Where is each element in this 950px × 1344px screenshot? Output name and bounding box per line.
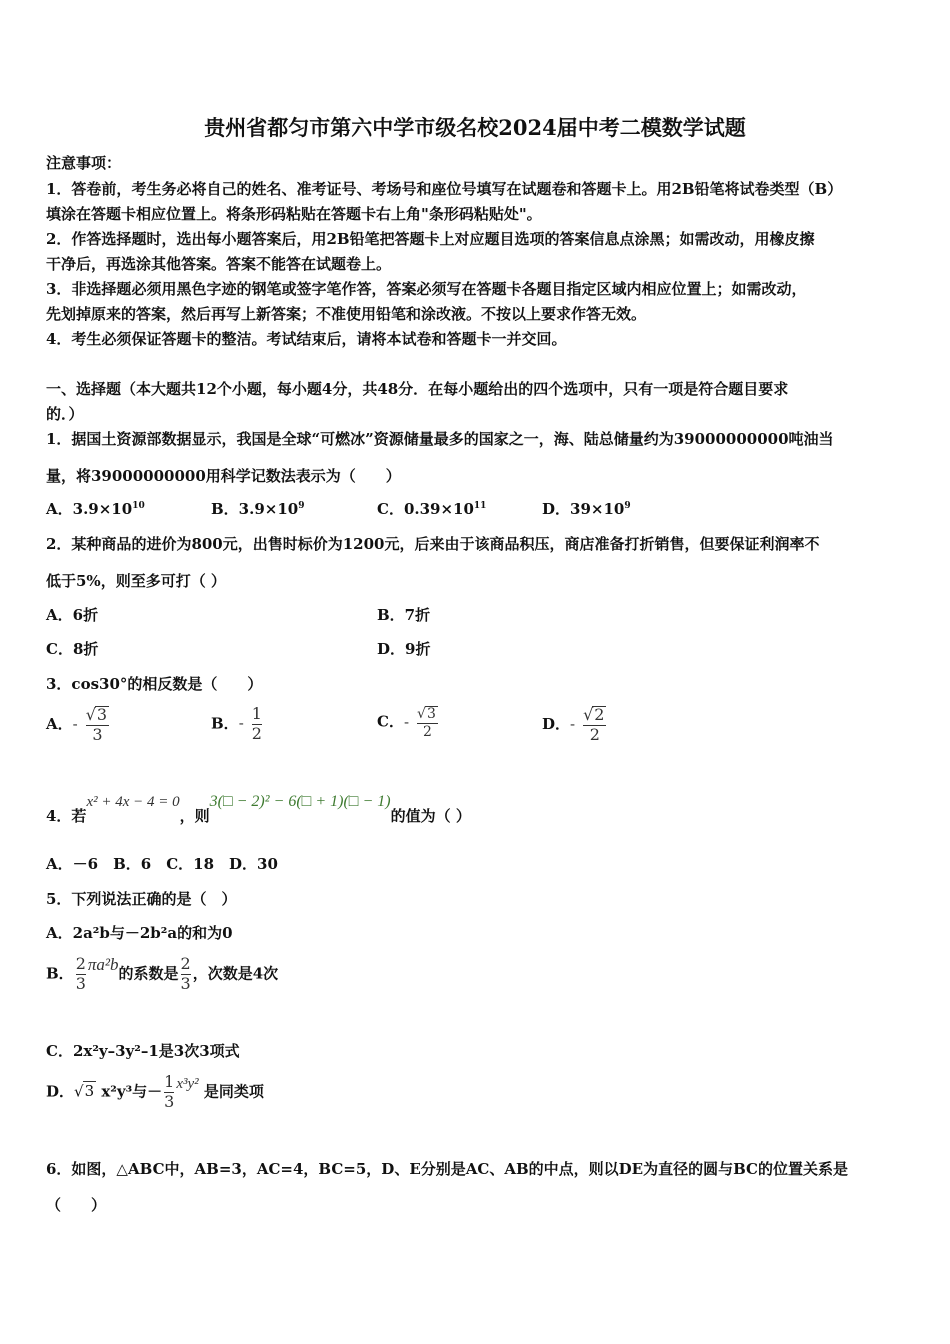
q1-option-a[interactable]: A．$3.9\times 10^{10}$	[46, 500, 145, 518]
q4-expression: 3(□ − 2)² − 6(□ + 1)(□ − 1)	[209, 793, 391, 810]
q1-stem: 1．据国土资源部数据显示，我国是全球“可燃冰”资源储量最多的国家之一，海、陆总储量约为39000000000吨油当	[46, 430, 834, 448]
q4-equation: x² + 4x − 4 = 0	[86, 794, 180, 810]
q2-option-d[interactable]: D．9折	[377, 640, 431, 658]
q2-option-b[interactable]: B．7折	[377, 606, 431, 624]
q6-stem: 6．如图，△ABC中，AB=3，AC=4，BC=5，D、E分别是AC、AB的中点，则以DE为直径的圆与BC的位置关系是	[46, 1160, 848, 1178]
q1-option-d[interactable]: D．$39\times 10^9$	[542, 500, 631, 518]
q3-option-c[interactable]: C．- $\frac{√3}{2}$	[377, 706, 436, 740]
q3-option-d[interactable]: D．- $\frac{√2}{2}$	[542, 705, 605, 744]
q5-option-a[interactable]: A．2a²b与－2b²a的和为0	[46, 924, 233, 942]
notice-line: 4．考生必须保证答题卡的整洁。考试结束后，请将本试卷和答题卡一并交回。	[46, 330, 567, 348]
q5-option-c[interactable]: C．2x²y–3y²–1是3次3项式	[46, 1042, 240, 1060]
notice-line: 干净后，再选涂其他答案。答案不能答在试题卷上。	[46, 255, 392, 273]
q2-stem-cont: 低于5%，则至多可打（ ）	[46, 572, 226, 590]
notice-line: 2．作答选择题时，选出每小题答案后，用2B铅笔把答题卡上对应题目选项的答案信息点涂黑；如需改动，用橡皮擦	[46, 230, 815, 248]
q2-stem: 2．某种商品的进价为800元，出售时标价为1200元，后来由于该商品积压，商店准备打折销售，但要保证利润率不	[46, 535, 820, 553]
notice-line: 先划掉原来的答案，然后再写上新答案；不准使用铅笔和涂改液。不按以上要求作答无效。	[46, 305, 647, 323]
q5-stem: 5．下列说法正确的是（ ）	[46, 890, 237, 908]
q5-option-d[interactable]: D．√3 x²y³与－ $\frac{1}{3}$ x³y² 是同类项	[46, 1072, 264, 1111]
q1-option-b[interactable]: B．$3.9\times 10^9$	[211, 500, 305, 518]
q4-options[interactable]: A．－6 B．6 C．18 D．30	[46, 855, 278, 873]
notice-heading: 注意事项：	[46, 154, 122, 172]
section-heading-cont: 的．）	[46, 405, 84, 423]
q3-option-a[interactable]: A．- $\frac{√3}{3}$	[46, 705, 108, 744]
notice-line: 1．答卷前，考生务必将自己的姓名、准考证号、考场号和座位号填写在试题卷和答题卡上。用2B铅笔将试卷类型（B）	[46, 180, 843, 198]
q2-option-c[interactable]: C．8折	[46, 640, 99, 658]
page-title: 贵州省都匀市第六中学市级名校2024届中考二模数学试题	[204, 115, 746, 140]
q1-option-c[interactable]: C．$0.39\times 10^{11}$	[377, 500, 487, 518]
section-heading: 一、选择题（本大题共12个小题，每小题4分，共48分．在每小题给出的四个选项中，只有一项是符合题目要求	[46, 380, 789, 398]
notice-line: 3．非选择题必须用黑色字迹的钢笔或签字笔作答，答案必须写在答题卡各题目指定区域内相应位置上；如需改动，	[46, 280, 807, 298]
q3-stem: 3．cos30°的相反数是（ ）	[46, 675, 263, 693]
q6-stem-cont: （ ）	[46, 1196, 107, 1214]
q2-option-a[interactable]: A．6折	[46, 606, 99, 624]
q5-option-b[interactable]: B． $\frac{2}{3}$ πa²b的系数是 $\frac{2}{3}$ ，次数是4次	[46, 954, 279, 993]
q1-stem-cont: 量，将39000000000用科学记数法表示为（ ）	[46, 467, 401, 485]
q4-stem: 4．若x² + 4x − 4 = 0，则3(□ − 2)² − 6(□ + 1)(□ − 1)的值为（ ）	[46, 793, 471, 825]
q3-option-b[interactable]: B．- $\frac{1}{2}$	[211, 704, 262, 743]
notice-line: 填涂在答题卡相应位置上。将条形码粘贴在答题卡右上角"条形码粘贴处"。	[46, 205, 542, 223]
